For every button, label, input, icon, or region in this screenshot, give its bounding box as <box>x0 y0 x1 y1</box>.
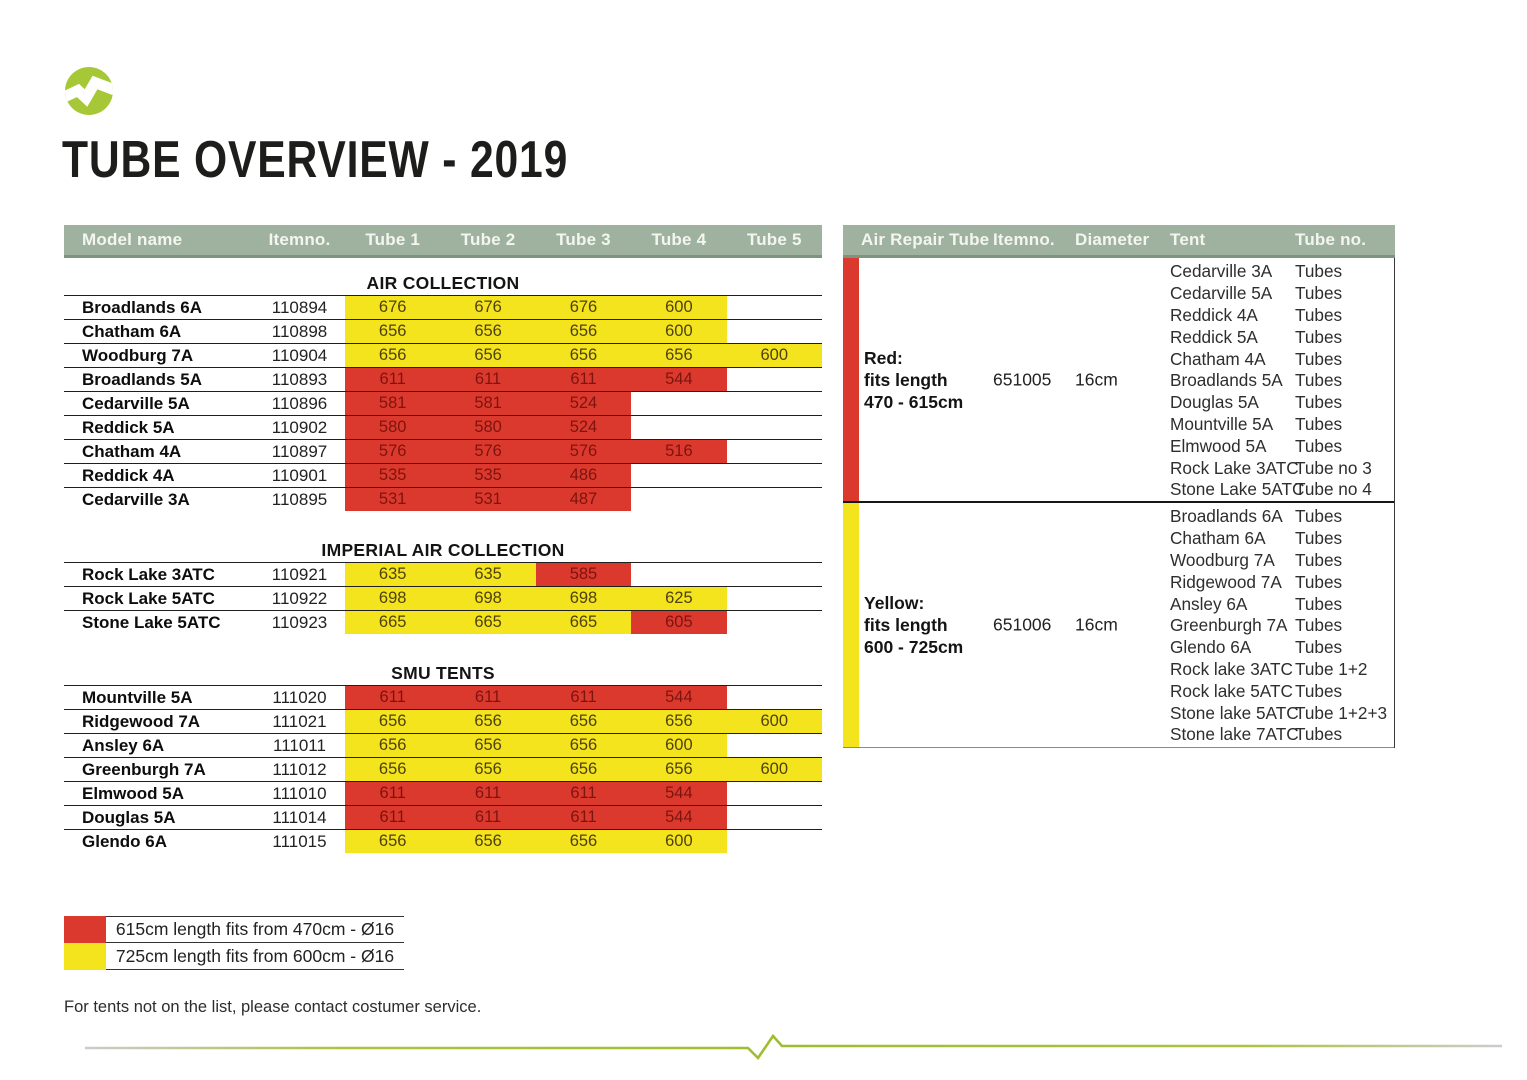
page-title: TUBE OVERVIEW - 2019 <box>62 131 569 189</box>
table-row <box>64 733 822 757</box>
item-number: 110897 <box>271 441 328 461</box>
tube-no-value: Tubes <box>1295 680 1343 701</box>
tent-row <box>1170 593 1395 615</box>
table-row <box>64 709 822 733</box>
yellow-legend-swatch <box>64 943 106 970</box>
tube-cell: 676 <box>440 296 535 319</box>
legend-row-yellow <box>64 943 404 970</box>
tube-cell: 544 <box>631 368 726 391</box>
legend <box>64 916 404 970</box>
tube-cell: 656 <box>345 320 440 343</box>
tube-cell: 656 <box>440 830 535 853</box>
group-diameter: 16cm <box>1075 369 1118 389</box>
tent-row <box>1170 659 1395 681</box>
tube-cell: 656 <box>631 758 726 781</box>
tent-name: Douglas 5A <box>1170 392 1259 413</box>
left-table-body <box>64 271 822 853</box>
yellow-legend-text: 725cm length fits from 600cm - Ø16 <box>106 943 404 970</box>
model-name: Greenburgh 7A <box>82 759 206 779</box>
group-range: 470 - 615cm <box>864 391 964 412</box>
item-number: 111011 <box>273 735 326 755</box>
tube-no-value: Tubes <box>1295 348 1343 369</box>
tube-cell: 656 <box>536 344 631 367</box>
table-row <box>64 439 822 463</box>
table-row <box>64 391 822 415</box>
tube-cell <box>631 416 726 439</box>
model-name: Ansley 6A <box>82 735 165 755</box>
col-tent: Tent <box>1170 230 1206 249</box>
tube-cell: 656 <box>440 344 535 367</box>
item-number: 110893 <box>271 369 328 389</box>
tube-cell: 656 <box>536 320 631 343</box>
table-row <box>64 685 822 709</box>
table-row <box>64 343 822 367</box>
section-title: AIR COLLECTION <box>366 272 520 293</box>
tube-cell: 676 <box>536 296 631 319</box>
tube-cell: 665 <box>440 611 535 634</box>
tube-cell: 656 <box>440 710 535 733</box>
group-fits: fits length <box>864 615 948 635</box>
group-range: 600 - 725cm <box>864 637 964 657</box>
yellow-tube-group <box>843 503 1394 748</box>
item-number: 111012 <box>272 759 327 779</box>
model-name: Chatham 6A <box>82 321 182 341</box>
tent-list <box>1170 261 1395 501</box>
col-model-name: Model name <box>82 230 183 249</box>
col-repair-itemno: Itemno. <box>993 230 1055 249</box>
tube-cell: 611 <box>440 806 535 829</box>
item-number: 110898 <box>271 321 328 341</box>
tube-cell: 698 <box>536 587 631 610</box>
tent-row <box>1170 392 1395 414</box>
tube-table-header <box>64 225 822 258</box>
table-row <box>64 829 822 853</box>
tent-row <box>1170 326 1395 348</box>
tube-cell: 656 <box>345 734 440 757</box>
model-name: Cedarville 3A <box>82 489 190 509</box>
air-repair-tube-table <box>843 225 1395 748</box>
group-itemno: 651006 <box>993 614 1052 635</box>
tube-no-value: Tubes <box>1295 615 1343 636</box>
tube-no-value: Tubes <box>1295 528 1343 549</box>
tube-cell: 535 <box>345 464 440 487</box>
tent-name: Stone Lake 5ATC <box>1170 479 1305 500</box>
model-name: Rock Lake 3ATC <box>82 564 215 584</box>
tent-row <box>1170 370 1395 392</box>
tent-row <box>1170 615 1395 637</box>
tent-row <box>1170 550 1395 572</box>
item-number: 110894 <box>271 297 328 317</box>
item-number: 111010 <box>272 783 327 803</box>
tube-cell: 611 <box>440 686 535 709</box>
group-name: Yellow: <box>864 593 925 613</box>
tube-cell: 611 <box>440 368 535 391</box>
section-title: SMU TENTS <box>391 662 495 683</box>
item-number: 110921 <box>271 564 328 584</box>
item-number: 110923 <box>271 612 328 632</box>
tube-cell: 656 <box>536 830 631 853</box>
tent-name: Rock lake 3ATC <box>1170 658 1293 679</box>
tube-cell: 581 <box>345 392 440 415</box>
tent-row <box>1170 702 1395 724</box>
tent-name: Stone lake 7ATC <box>1170 724 1299 745</box>
tube-cell: 611 <box>345 686 440 709</box>
model-name: Elmwood 5A <box>82 783 185 803</box>
tent-name: Woodburg 7A <box>1170 549 1275 570</box>
tube-cell: 611 <box>536 806 631 829</box>
tube-cell: 665 <box>345 611 440 634</box>
tent-name: Reddick 5A <box>1170 326 1258 347</box>
group-diameter: 16cm <box>1075 614 1118 635</box>
tent-row <box>1170 283 1395 305</box>
tube-cell: 656 <box>345 344 440 367</box>
tube-cell <box>727 830 822 853</box>
tent-name: Rock Lake 3ATC <box>1170 457 1299 478</box>
tube-cell: 698 <box>345 587 440 610</box>
tube-cell <box>727 686 822 709</box>
tent-name: Chatham 6A <box>1170 528 1266 549</box>
col-diameter: Diameter <box>1075 230 1150 249</box>
tent-name: Elmwood 5A <box>1170 435 1267 456</box>
tube-cell: 486 <box>536 464 631 487</box>
tube-cell: 656 <box>536 758 631 781</box>
model-name: Douglas 5A <box>82 807 176 827</box>
tube-no-value: Tubes <box>1295 392 1343 413</box>
table-row <box>64 562 822 586</box>
tube-cell: 656 <box>345 830 440 853</box>
model-name: Broadlands 6A <box>82 297 202 317</box>
table-row <box>64 367 822 391</box>
table-row <box>64 586 822 610</box>
model-name: Chatham 4A <box>82 441 182 461</box>
table-row <box>64 463 822 487</box>
group-name: Red: <box>864 347 903 368</box>
item-number: 110904 <box>271 345 328 365</box>
tube-cell: 656 <box>536 734 631 757</box>
tube-cell: 580 <box>440 416 535 439</box>
tube-cell: 580 <box>345 416 440 439</box>
tent-name: Cedarville 3A <box>1170 261 1273 282</box>
tube-cell: 611 <box>345 782 440 805</box>
tube-cell: 611 <box>345 806 440 829</box>
bottom-divider-line <box>0 1034 1527 1068</box>
tent-row <box>1170 724 1395 746</box>
table-row <box>64 487 822 511</box>
col-tube-1: Tube 1 <box>365 230 421 249</box>
tube-cell: 656 <box>440 758 535 781</box>
table-row <box>64 610 822 634</box>
tube-cell <box>727 392 822 415</box>
tube-cell: 531 <box>440 488 535 511</box>
tube-cell: 544 <box>631 806 726 829</box>
tube-no-value: Tubes <box>1295 370 1343 391</box>
table-row <box>64 757 822 781</box>
tube-cell: 611 <box>440 782 535 805</box>
tube-cell <box>631 392 726 415</box>
table-row <box>64 781 822 805</box>
tent-row <box>1170 414 1395 436</box>
col-tube-5: Tube 5 <box>746 230 802 249</box>
table-row <box>64 319 822 343</box>
tube-cell: 535 <box>440 464 535 487</box>
model-name: Broadlands 5A <box>82 369 202 389</box>
model-name: Glendo 6A <box>82 831 168 851</box>
yellow-swatch <box>843 503 859 747</box>
tent-name: Ridgewood 7A <box>1170 571 1282 592</box>
tube-cell: 676 <box>345 296 440 319</box>
tube-cell: 698 <box>440 587 535 610</box>
repair-table-header <box>843 225 1395 258</box>
tube-cell: 635 <box>345 563 440 586</box>
model-name: Rock Lake 5ATC <box>82 588 215 608</box>
col-itemno: Itemno. <box>268 230 331 249</box>
tube-cell <box>727 782 822 805</box>
tube-no-value: Tube no 3 <box>1295 457 1372 478</box>
tent-row <box>1170 457 1395 479</box>
model-name: Stone Lake 5ATC <box>82 612 221 632</box>
tube-no-value: Tubes <box>1295 435 1343 456</box>
col-air-repair-tube: Air Repair Tube <box>861 230 990 249</box>
tube-cell: 656 <box>440 320 535 343</box>
tube-cell: 524 <box>536 416 631 439</box>
tube-cell: 585 <box>536 563 631 586</box>
col-tube-3: Tube 3 <box>556 230 611 249</box>
legend-row-red <box>64 916 404 943</box>
tube-cell <box>727 368 822 391</box>
tube-cell: 611 <box>536 782 631 805</box>
tube-no-value: Tubes <box>1295 571 1343 592</box>
tube-cell: 656 <box>345 758 440 781</box>
brand-logo-icon <box>64 66 114 116</box>
tube-cell: 656 <box>631 710 726 733</box>
tent-name: Rock lake 5ATC <box>1170 680 1293 701</box>
tube-overview-table <box>64 225 822 853</box>
tube-cell <box>727 611 822 634</box>
table-row <box>64 805 822 829</box>
group-itemno: 651005 <box>993 369 1052 389</box>
col-tube-no: Tube no. <box>1295 230 1367 249</box>
tent-name: Reddick 4A <box>1170 304 1258 325</box>
tent-name: Broadlands 6A <box>1170 506 1283 527</box>
tube-cell <box>631 488 726 511</box>
group-fits: fits length <box>864 369 948 390</box>
tube-no-value: Tube no 4 <box>1295 479 1372 500</box>
table-row <box>64 295 822 319</box>
tube-cell: 635 <box>440 563 535 586</box>
tent-name: Glendo 6A <box>1170 637 1252 658</box>
tube-no-value: Tubes <box>1295 326 1343 347</box>
tube-cell: 605 <box>631 611 726 634</box>
tube-cell <box>631 464 726 487</box>
tent-name: Broadlands 5A <box>1170 370 1283 391</box>
item-number: 111020 <box>272 687 327 707</box>
tube-cell: 581 <box>440 392 535 415</box>
tent-name: Cedarville 5A <box>1170 283 1273 304</box>
tent-list <box>1170 506 1395 746</box>
tube-no-value: Tubes <box>1295 283 1343 304</box>
tube-cell: 600 <box>631 734 726 757</box>
tube-cell: 656 <box>345 710 440 733</box>
tent-row <box>1170 637 1395 659</box>
tent-row <box>1170 261 1395 283</box>
tube-no-value: Tube 1+2+3 <box>1295 702 1388 723</box>
item-number: 110902 <box>271 417 328 437</box>
tube-cell <box>727 464 822 487</box>
tube-cell <box>727 440 822 463</box>
tent-row <box>1170 680 1395 702</box>
section-title: IMPERIAL AIR COLLECTION <box>321 539 565 560</box>
model-name: Ridgewood 7A <box>82 711 201 731</box>
tube-cell <box>727 320 822 343</box>
tent-row <box>1170 435 1395 457</box>
item-number: 110896 <box>271 393 328 413</box>
tent-row <box>1170 479 1395 501</box>
item-number: 110901 <box>271 465 328 485</box>
red-swatch <box>843 258 859 501</box>
tube-no-value: Tubes <box>1295 637 1343 658</box>
tube-no-value: Tubes <box>1295 506 1343 527</box>
tube-cell <box>727 587 822 610</box>
tent-row <box>1170 348 1395 370</box>
tube-no-value: Tubes <box>1295 413 1343 434</box>
tube-cell: 600 <box>727 710 822 733</box>
tube-cell: 600 <box>631 296 726 319</box>
tube-no-value: Tube 1+2 <box>1295 658 1368 679</box>
tube-cell <box>727 563 822 586</box>
tube-no-value: Tubes <box>1295 261 1343 282</box>
tent-name: Stone lake 5ATC <box>1170 702 1299 723</box>
item-number: 110922 <box>271 588 328 608</box>
red-legend-swatch <box>64 916 106 943</box>
tube-cell <box>727 806 822 829</box>
tube-no-value: Tubes <box>1295 593 1343 614</box>
tube-cell: 600 <box>631 830 726 853</box>
item-number: 110895 <box>271 489 328 509</box>
tent-name: Chatham 4A <box>1170 348 1266 369</box>
red-group-label <box>864 347 963 413</box>
tube-no-value: Tubes <box>1295 304 1343 325</box>
tube-cell: 625 <box>631 587 726 610</box>
tube-cell: 656 <box>440 734 535 757</box>
tube-cell: 544 <box>631 782 726 805</box>
tube-cell: 611 <box>536 368 631 391</box>
tent-name: Ansley 6A <box>1170 593 1248 614</box>
tube-no-value: Tubes <box>1295 724 1343 745</box>
tube-cell <box>727 734 822 757</box>
model-name: Cedarville 5A <box>82 393 190 413</box>
table-row <box>64 415 822 439</box>
tube-cell: 611 <box>536 686 631 709</box>
item-number: 111021 <box>272 711 327 731</box>
tent-row <box>1170 506 1395 528</box>
tube-cell: 487 <box>536 488 631 511</box>
tube-cell: 516 <box>631 440 726 463</box>
tube-cell: 600 <box>727 344 822 367</box>
tube-cell <box>727 488 822 511</box>
red-tube-group <box>843 258 1394 503</box>
red-legend-text: 615cm length fits from 470cm - Ø16 <box>106 916 404 943</box>
tube-cell: 576 <box>345 440 440 463</box>
model-name: Mountville 5A <box>82 687 193 707</box>
tube-cell: 600 <box>727 758 822 781</box>
tube-cell: 544 <box>631 686 726 709</box>
repair-table-body <box>843 258 1395 748</box>
tent-name: Mountville 5A <box>1170 413 1274 434</box>
tube-cell <box>727 416 822 439</box>
tube-cell: 611 <box>345 368 440 391</box>
tube-cell: 656 <box>536 710 631 733</box>
item-number: 111015 <box>272 831 327 851</box>
item-number: 111014 <box>272 807 327 827</box>
tube-cell: 600 <box>631 320 726 343</box>
col-tube-2: Tube 2 <box>460 230 516 249</box>
col-tube-4: Tube 4 <box>651 230 707 249</box>
tube-cell: 665 <box>536 611 631 634</box>
tube-cell <box>631 563 726 586</box>
tent-row <box>1170 571 1395 593</box>
tube-cell: 656 <box>631 344 726 367</box>
tent-row <box>1170 305 1395 327</box>
tent-row <box>1170 528 1395 550</box>
tube-cell <box>727 296 822 319</box>
tent-name: Greenburgh 7A <box>1170 615 1288 636</box>
tube-cell: 524 <box>536 392 631 415</box>
tube-cell: 531 <box>345 488 440 511</box>
model-name: Reddick 4A <box>82 465 175 485</box>
tube-no-value: Tubes <box>1295 549 1343 570</box>
model-name: Woodburg 7A <box>82 345 194 365</box>
tube-cell: 576 <box>440 440 535 463</box>
tube-cell: 576 <box>536 440 631 463</box>
footer-note: For tents not on the list, please contact costumer service. <box>64 998 482 1016</box>
yellow-group-label <box>864 592 963 658</box>
model-name: Reddick 5A <box>82 417 175 437</box>
